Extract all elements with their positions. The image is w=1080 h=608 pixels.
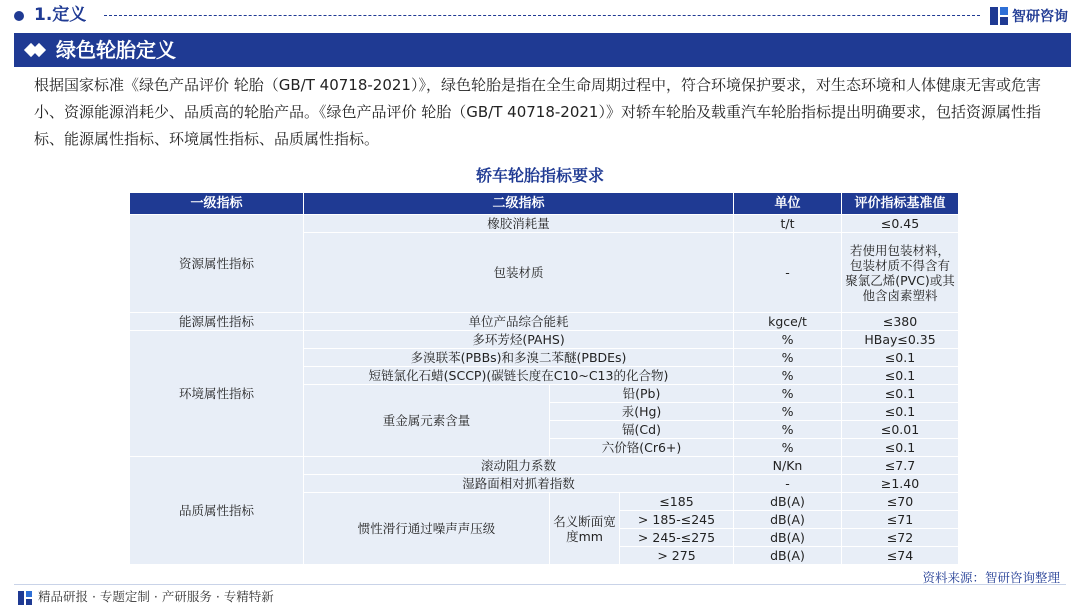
row-unit: % xyxy=(734,349,842,367)
diamond-icon xyxy=(26,41,44,59)
level1-resource: 资源属性指标 xyxy=(130,215,304,313)
row-range: ≤185 xyxy=(620,493,734,511)
row-value: ≤7.7 xyxy=(842,457,959,475)
section-label: 1.定义 xyxy=(34,5,87,25)
brand-name: 智研咨询 xyxy=(1012,9,1068,25)
row-unit: dB(A) xyxy=(734,493,842,511)
bullet-dot-icon xyxy=(14,11,24,21)
top-bar xyxy=(0,0,1080,32)
row-name: 铅(Pb) xyxy=(550,385,734,403)
title-bar xyxy=(14,33,1071,67)
noise-label: 惯性滑行通过噪声声压级 xyxy=(304,493,550,565)
width-label: 名义断面宽度mm xyxy=(550,493,620,565)
level1-quality: 品质属性指标 xyxy=(130,457,304,565)
brand xyxy=(990,5,1068,27)
row-value: ≤71 xyxy=(842,511,959,529)
row-range: > 245-≤275 xyxy=(620,529,734,547)
row-unit: t/t xyxy=(734,215,842,233)
row-unit: - xyxy=(734,475,842,493)
header-value: 评价指标基准值 xyxy=(842,193,959,215)
row-name: 镉(Cd) xyxy=(550,421,734,439)
row-value: 若使用包装材料，包装材质不得含有聚氯乙烯(PVC)或其他含卤素塑料 xyxy=(842,233,959,313)
brand-logo-icon xyxy=(990,7,1008,25)
row-unit: kgce/t xyxy=(734,313,842,331)
header-level1: 一级指标 xyxy=(130,193,304,215)
row-value: ≥1.40 xyxy=(842,475,959,493)
row-unit: N/Kn xyxy=(734,457,842,475)
row-value: ≤380 xyxy=(842,313,959,331)
row-name: 滚动阻力系数 xyxy=(304,457,734,475)
row-name: 单位产品综合能耗 xyxy=(304,313,734,331)
table-header-row xyxy=(130,193,959,215)
header-level2: 二级指标 xyxy=(304,193,734,215)
row-value: ≤0.1 xyxy=(842,403,959,421)
row-unit: % xyxy=(734,439,842,457)
footer-slogan: 精品研报 · 专题定制 · 产研服务 · 专精特新 xyxy=(38,589,274,604)
row-value: ≤72 xyxy=(842,529,959,547)
row-range: > 185-≤245 xyxy=(620,511,734,529)
table-row xyxy=(130,457,959,475)
table-row xyxy=(130,331,959,349)
row-value: ≤0.1 xyxy=(842,349,959,367)
row-unit: % xyxy=(734,385,842,403)
row-value: ≤0.1 xyxy=(842,439,959,457)
row-unit: % xyxy=(734,331,842,349)
footer-divider xyxy=(14,584,1066,585)
row-unit: % xyxy=(734,403,842,421)
footer-logo-icon xyxy=(18,591,32,605)
intro-paragraph: 根据国家标准《绿色产品评价 轮胎（GB/T 40718-2021）》，绿色轮胎是指在全生命周期过程中，符合环境保护要求，对生态环境和人体健康无害或危害小、资源能源消耗少、品质高的轮胎产品。《绿色产品评价 轮胎（GB/T 40718-2021）》对轿车轮胎及载重汽车轮胎指标提出明确要求，包括资源属性指标、能源属性指标、环境属性指标、品质属性指标。 xyxy=(34,76,1041,148)
row-unit: - xyxy=(734,233,842,313)
row-value: ≤0.45 xyxy=(842,215,959,233)
table-row xyxy=(130,313,959,331)
page-title: 绿色轮胎定义 xyxy=(56,38,176,62)
row-range: > 275 xyxy=(620,547,734,565)
indicator-table xyxy=(129,192,959,565)
row-name: 多环芳烃(PAHS) xyxy=(304,331,734,349)
header-divider xyxy=(104,15,980,16)
row-name: 湿路面相对抓着指数 xyxy=(304,475,734,493)
level1-energy: 能源属性指标 xyxy=(130,313,304,331)
row-name: 多溴联苯(PBBs)和多溴二苯醚(PBDEs) xyxy=(304,349,734,367)
table-title: 轿车轮胎指标要求 xyxy=(475,166,604,185)
row-value: HBay≤0.35 xyxy=(842,331,959,349)
row-value: ≤0.1 xyxy=(842,367,959,385)
row-unit: dB(A) xyxy=(734,547,842,565)
table-row xyxy=(130,215,959,233)
row-name: 包装材质 xyxy=(304,233,734,313)
source-note: 资料来源：智研咨询整理 xyxy=(922,570,1060,585)
row-name: 短链氯化石蜡(SCCP)(碳链长度在C10~C13的化合物) xyxy=(304,367,734,385)
heavy-metal-label: 重金属元素含量 xyxy=(304,385,550,457)
row-unit: % xyxy=(734,367,842,385)
row-name: 六价铬(Cr6+) xyxy=(550,439,734,457)
header-unit: 单位 xyxy=(734,193,842,215)
row-name: 汞(Hg) xyxy=(550,403,734,421)
row-value: ≤74 xyxy=(842,547,959,565)
row-value: ≤0.1 xyxy=(842,385,959,403)
row-name: 橡胶消耗量 xyxy=(304,215,734,233)
footer xyxy=(0,584,1080,608)
row-value: ≤70 xyxy=(842,493,959,511)
level1-environment: 环境属性指标 xyxy=(130,331,304,457)
row-unit: % xyxy=(734,421,842,439)
row-value: ≤0.01 xyxy=(842,421,959,439)
row-unit: dB(A) xyxy=(734,511,842,529)
row-unit: dB(A) xyxy=(734,529,842,547)
